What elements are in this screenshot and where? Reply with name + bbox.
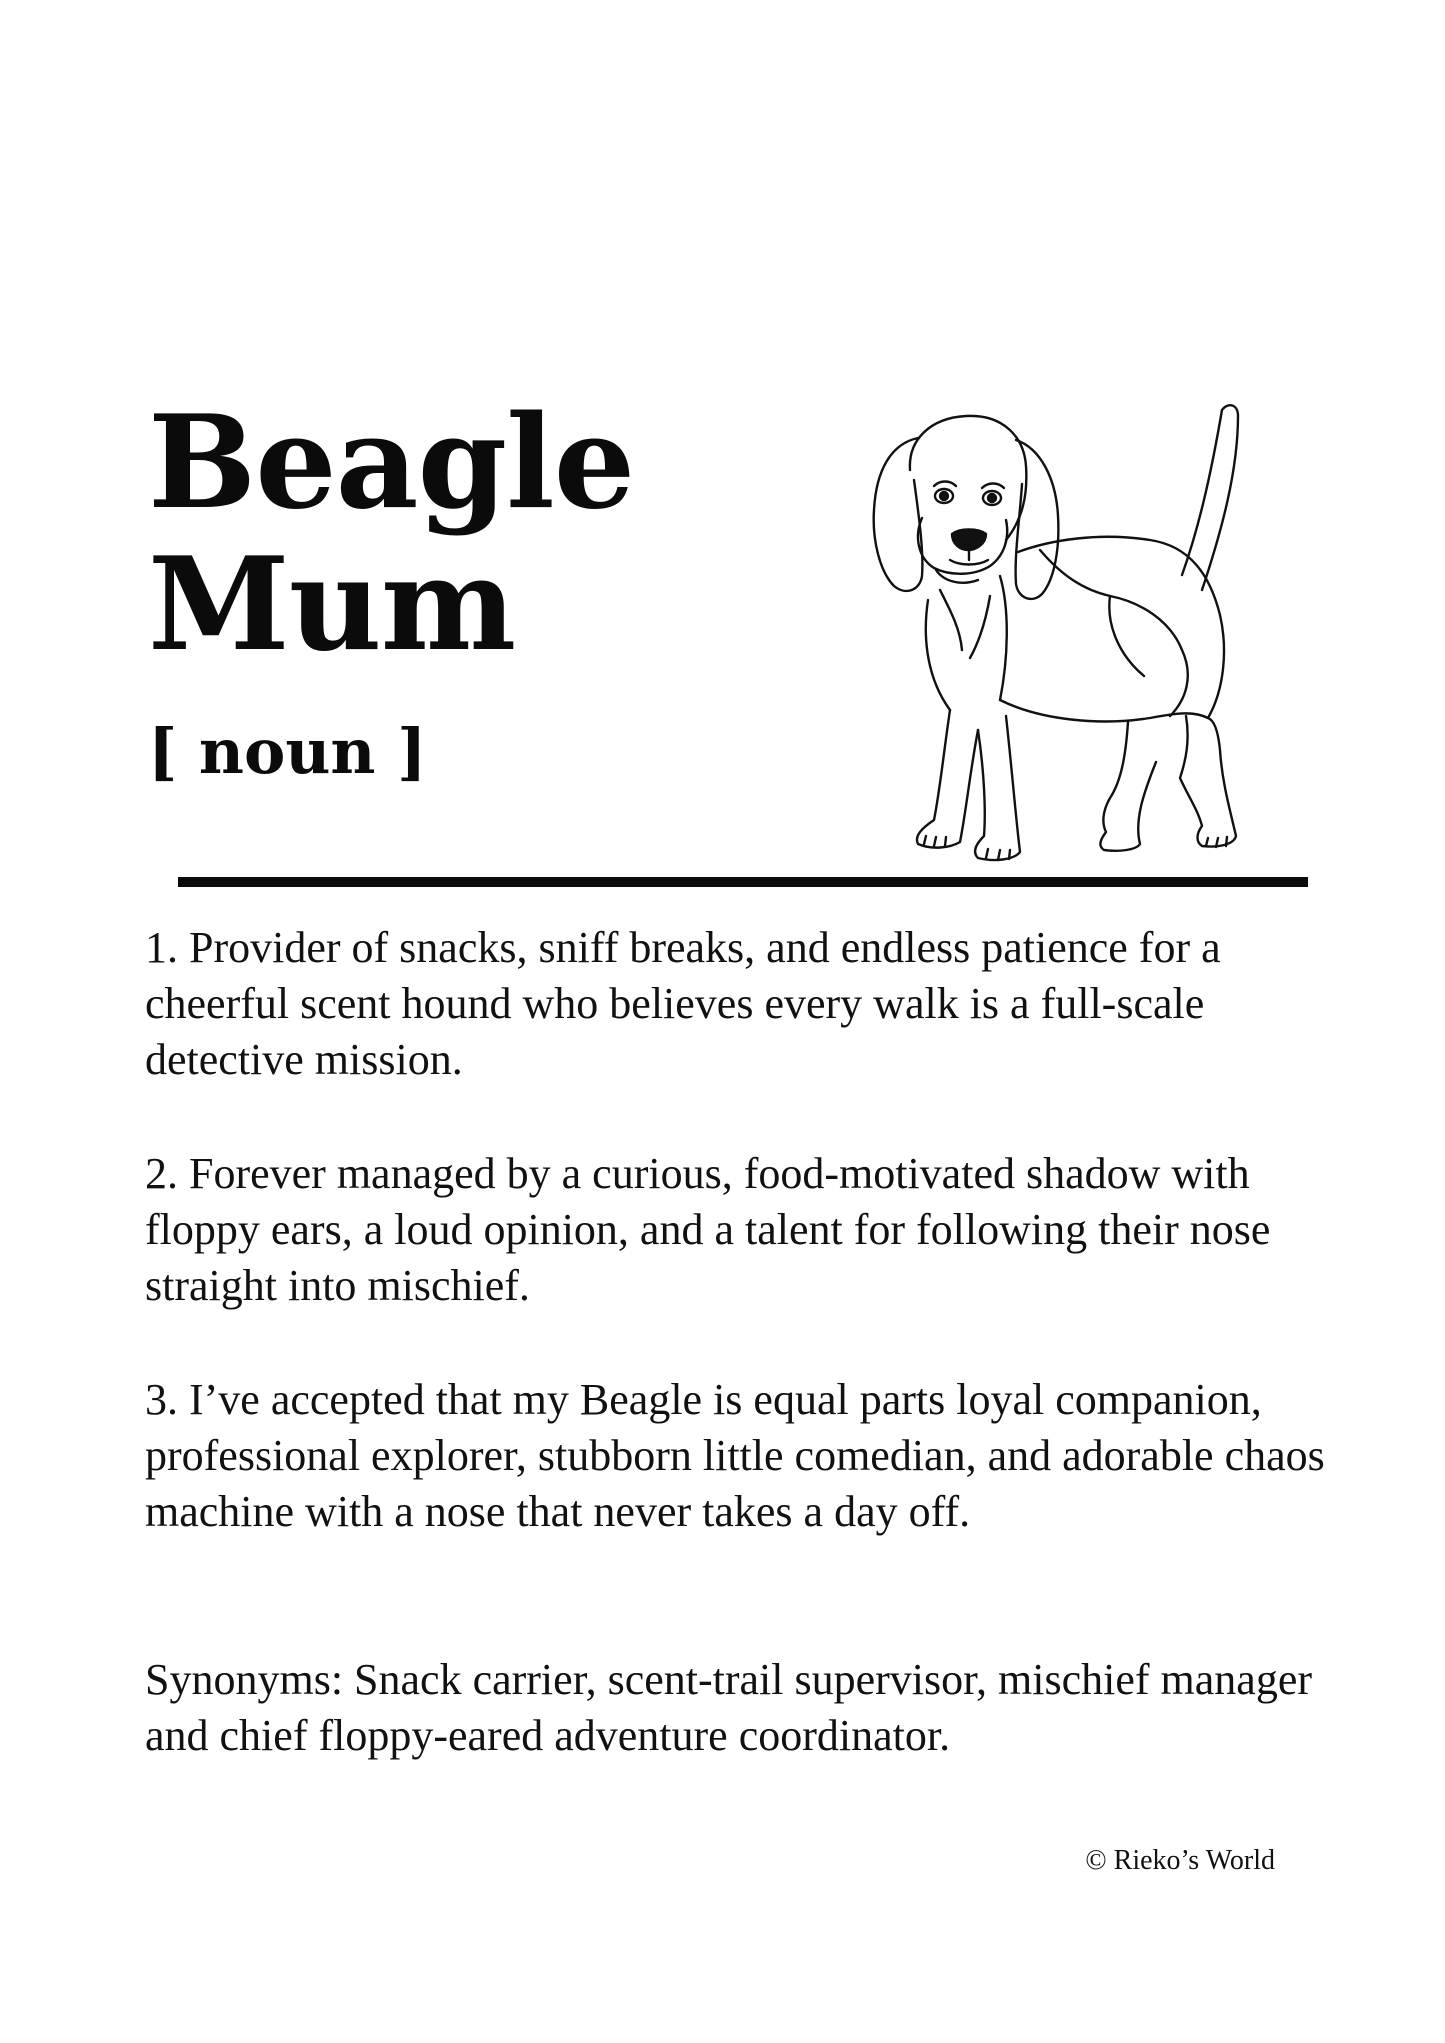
definition-list (145, 920, 1325, 1598)
title-line-2: Mum (148, 530, 516, 680)
title-line-1: Beagle (148, 388, 635, 538)
synonyms-text: Synonyms: Snack carrier, scent-trail supervisor, mischief manager and chief floppy-eared adventure coordinator. (145, 1655, 1313, 1760)
beagle-illustration (810, 400, 1290, 870)
divider-rule (178, 877, 1308, 887)
page-title (148, 388, 635, 680)
definition-item-2: 2. Forever managed by a curious, food-motivated shadow with floppy ears, a loud opinion, and a talent for following their nose straight into mischief. (145, 1149, 1271, 1310)
part-of-speech: [ noun ] (148, 715, 427, 788)
copyright-credit: © Rieko’s World (1085, 1845, 1275, 1876)
definition-item-3: 3. I’ve accepted that my Beagle is equal parts loyal companion, professional explorer, stubborn little comedian, and adorable chaos machine with a nose that never takes a day off. (145, 1375, 1325, 1536)
definition-item-1: 1. Provider of snacks, sniff breaks, and endless patience for a cheerful scent hound who believes every walk is a full-scale detective mission. (145, 923, 1221, 1084)
